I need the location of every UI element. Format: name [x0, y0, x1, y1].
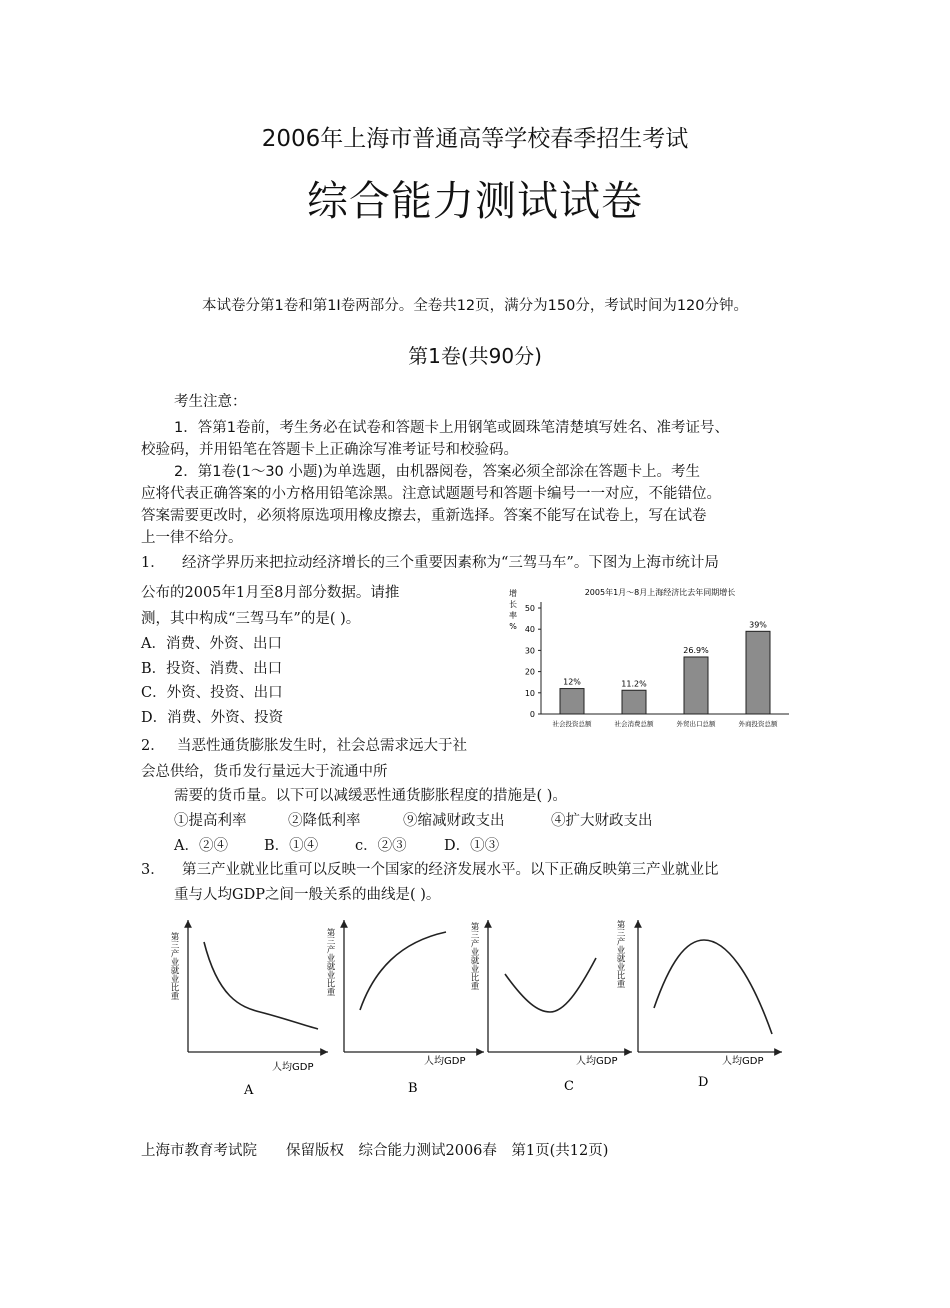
section-title: 第1卷(共90分) — [408, 344, 542, 368]
curve-panel-c — [469, 920, 632, 1094]
curve-d — [654, 940, 772, 1034]
y-label-b: 第三产业就业比重 — [325, 928, 335, 996]
gdp-curve-figures — [160, 912, 790, 1102]
chart-bar — [622, 690, 646, 714]
panel-label-b: B — [408, 1081, 418, 1096]
curve-c — [505, 958, 596, 1012]
panel-label-c: C — [564, 1079, 574, 1094]
chart-y-tick-label: 30 — [524, 646, 535, 656]
notice-item1-line1: 1．答第1卷前，考生务必在试卷和答题卡上用钢笔或圆珠笔清楚填写姓名、准考证号、 — [174, 420, 729, 436]
chart-bar — [746, 631, 770, 714]
curve-b — [360, 932, 446, 1010]
chart-y-tick-label: 50 — [524, 604, 535, 613]
q1-line3: 测，其中构成“三驾马车”的是( )。 — [141, 611, 361, 627]
panel-label-d: D — [698, 1075, 709, 1090]
chart-y-label-char: 增 — [509, 589, 517, 598]
q1-option-b: B．投资、消费、出口 — [141, 661, 283, 677]
q1-option-d: D．消费、外资、投资 — [141, 710, 284, 726]
x-label-a: 人均GDP — [272, 1062, 314, 1073]
q2-line3: 需要的货币量。以下可以减缓恶性通货膨胀程度的措施是( )。 — [174, 788, 567, 804]
curve-a — [204, 942, 318, 1029]
x-label-c: 人均GDP — [576, 1056, 618, 1067]
q1-number: 1． — [141, 555, 165, 571]
y-label-a: 第三产业就业比重 — [169, 932, 179, 1000]
notice-heading: 考生注意： — [174, 394, 247, 410]
q2-line1: 当恶性通货膨胀发生时，社会总需求远大于社 — [177, 738, 467, 754]
x-label-d: 人均GDP — [722, 1056, 764, 1067]
y-label-d: 第三产业就业比重 — [615, 920, 625, 988]
chart-bar — [684, 657, 708, 714]
chart-y-tick-label: 40 — [524, 625, 535, 635]
q3-number: 3． — [141, 862, 165, 878]
chart-data-label: 39% — [749, 620, 767, 630]
q2-choice-2: ②降低利率 — [288, 813, 361, 829]
chart-y-tick-label: 20 — [524, 667, 535, 677]
q2-choice-3: ⑨缩减财政支出 — [403, 813, 505, 829]
chart-bar — [560, 689, 584, 714]
exam-title: 2006年上海市普通高等学校春季招生考试 — [261, 126, 689, 152]
chart-category-label: 社会投资总额 — [552, 720, 592, 728]
chart-category-label: 社会消费总额 — [614, 720, 654, 728]
notice-item2-line4: 上一律不给分。 — [141, 530, 243, 546]
chart-y-tick-label: 0 — [529, 710, 535, 719]
chart-category-label: 外商投资总额 — [738, 720, 778, 728]
q2-answer-a: A．②④ — [174, 838, 228, 854]
chart-y-label-char: 长 — [509, 600, 517, 609]
q2-choice-4: ④扩大财政支出 — [551, 813, 653, 829]
growth-bar-chart — [503, 578, 798, 728]
curve-panel-d — [615, 919, 782, 1090]
chart-y-label-char: % — [509, 622, 517, 631]
notice-item2-line3: 答案需要更改时，必须将原选项用橡皮擦去，重新选择。答案不能写在试卷上，写在试卷 — [141, 508, 707, 524]
q3-line2: 重与人均GDP之间一般关系的曲线是( )。 — [174, 887, 441, 903]
chart-y-tick-label: 10 — [524, 688, 535, 698]
chart-y-axis-label — [509, 588, 517, 631]
chart-y-label-char: 率 — [509, 611, 517, 620]
page-footer: 上海市教育考试院 保留版权 综合能力测试2006春 第1页(共12页) — [141, 1143, 609, 1159]
chart-title: 2005年1月～8月上海经济比去年同期增长 — [584, 588, 736, 597]
q2-choice-1: ①提高利率 — [174, 813, 247, 829]
q1-line1: 经济学界历来把拉动经济增长的三个重要因素称为“三驾马车”。下图为上海市统计局 — [182, 555, 719, 571]
q3-line1: 第三产业就业比重可以反映一个国家的经济发展水平。以下正确反映第三产业就业比 — [182, 862, 719, 878]
q2-answer-c: c．②③ — [355, 838, 407, 854]
y-label-c: 第三产业就业比重 — [469, 922, 479, 990]
q2-answer-d: D．①③ — [444, 838, 500, 854]
curve-panel-a — [169, 920, 328, 1098]
curve-panel-b — [325, 920, 484, 1096]
q2-number: 2． — [141, 738, 165, 754]
q1-line2: 公布的2005年1月至8月部分数据。请推 — [141, 585, 400, 601]
chart-data-label: 12% — [563, 677, 581, 687]
notice-item2-line1: 2．第1卷(1～30 小题)为单选题，由机器阅卷，答案必须全部涂在答题卡上。考生 — [174, 464, 701, 480]
q2-line2: 会总供给，货币发行量远大于流通中所 — [141, 764, 388, 780]
q1-option-a: A．消费、外资、出口 — [141, 636, 282, 652]
panel-label-a: A — [244, 1083, 254, 1098]
chart-category-label: 外贸出口总额 — [676, 720, 716, 728]
notice-item2-line2: 应将代表正确答案的小方格用铅笔涂黑。注意试题题号和答题卡编号一一对应，不能错位。 — [141, 486, 721, 502]
notice-item1-line2: 校验码，并用铅笔在答题卡上正确涂写准考证号和校验码。 — [141, 442, 518, 458]
paper-title: 综合能力测试试卷 — [307, 177, 643, 225]
chart-data-label: 11.2% — [621, 679, 647, 689]
q1-option-c: C．外资、投资、出口 — [141, 685, 283, 701]
x-label-b: 人均GDP — [424, 1056, 466, 1067]
paper-intro: 本试卷分第1卷和第1I卷两部分。全卷共12页，满分为150分，考试时间为120分钟。 — [201, 298, 749, 314]
q2-answer-b: B．①④ — [264, 838, 319, 854]
chart-data-label: 26.9% — [683, 645, 709, 655]
